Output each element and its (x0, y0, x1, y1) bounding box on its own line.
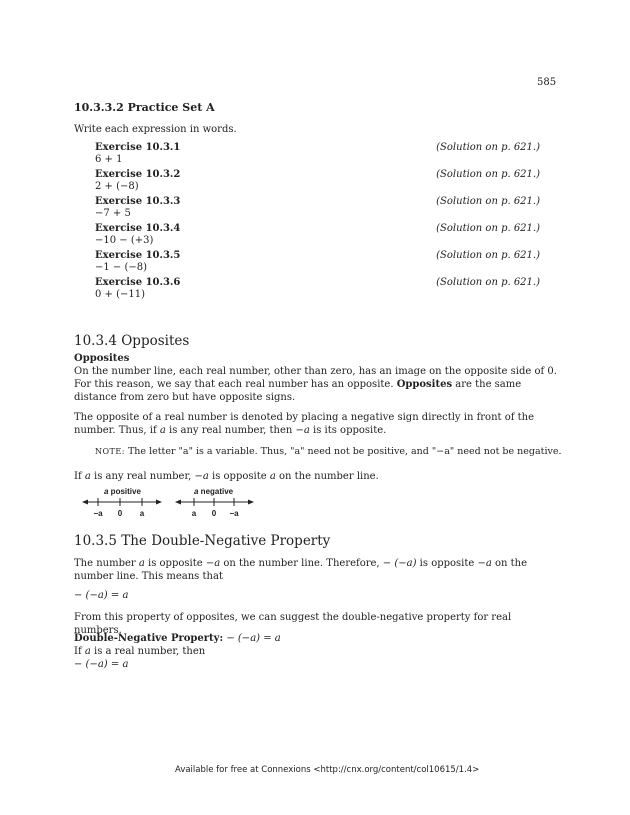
exercise-title: Exercise 10.3.3 (95, 196, 181, 207)
solution-link[interactable]: (Solution on p. 621.) (436, 223, 540, 234)
text-run: is opposite (208, 471, 270, 482)
practice-intro: Write each expression in words. (74, 124, 237, 135)
opposites-heading: 10.3.4 Opposites (74, 333, 190, 349)
exercise-item (95, 250, 540, 273)
exercise-expression: 0 + (−11) (95, 289, 146, 300)
variable: a (84, 646, 91, 657)
text-run: is its opposite. (309, 425, 387, 436)
text-run: If (74, 646, 85, 657)
variable: −a (295, 425, 310, 436)
tick-label: −a (93, 509, 103, 518)
term-opposites: Opposites (396, 379, 453, 390)
tick-label: 0 (117, 509, 123, 518)
text-run: is opposite (144, 558, 206, 569)
exercise-expression: 2 + (−8) (95, 181, 139, 192)
exercise-expression: 6 + 1 (95, 154, 123, 165)
footer-attribution: Available for free at Connexions <http://cnx.org/content/col10615/1.4> (175, 765, 480, 775)
tick-label: 0 (211, 509, 217, 518)
right-caption: a negative (194, 487, 234, 496)
right-axis-arrow-left (175, 500, 181, 505)
note-text: The letter "a" is a variable. Thus, "a" need not be positive, and "−a" need not be negative. (127, 446, 562, 457)
exercise-item (95, 277, 540, 300)
variable: −a (194, 471, 209, 482)
double-negative-property (74, 632, 559, 645)
property-expression: − (−a) = a (223, 633, 281, 644)
exercise-expression: −1 − (−8) (95, 262, 148, 273)
variable: −a (205, 558, 221, 569)
exercise-title: Exercise 10.3.5 (95, 250, 181, 261)
text-run: is any real number, (90, 471, 195, 482)
opposites-numberline-intro (74, 470, 559, 483)
text-run: If (74, 471, 85, 482)
text-run: is a real number, then (90, 646, 206, 657)
exercise-title: Exercise 10.3.1 (95, 142, 181, 153)
variable: a (159, 425, 166, 436)
text-run: is any real number, then (165, 425, 296, 436)
exercise-item (95, 223, 540, 246)
text-run: On the number line, each real number, other than zero, has an image on the opposite side of 0. For this reason, we say that each real number has an opposite. (74, 366, 557, 390)
opposites-definition (74, 365, 559, 404)
text-run: The number (74, 558, 139, 569)
note-label: NOTE: (95, 447, 125, 456)
exercise-expression: −10 − (+3) (95, 235, 154, 246)
practice-set-heading: 10.3.3.2 Practice Set A (74, 101, 215, 114)
left-caption: a positive (104, 487, 141, 496)
variable: a (84, 471, 91, 482)
tick-label: a (191, 509, 197, 518)
text-run: is opposite (416, 558, 478, 569)
left-axis-arrow-right (156, 500, 162, 505)
solution-link[interactable]: (Solution on p. 621.) (436, 277, 540, 288)
solution-link[interactable]: (Solution on p. 621.) (436, 169, 540, 180)
property-result: − (−a) = a (74, 659, 129, 670)
property-condition (74, 645, 559, 658)
exercise-item (95, 196, 540, 219)
opposites-notation (74, 411, 559, 437)
solution-link[interactable]: (Solution on p. 621.) (436, 142, 540, 153)
page-number: 585 (537, 77, 557, 88)
text-run: on the number line. (275, 471, 379, 482)
tick-label: −a (229, 509, 239, 518)
tick-label: a (139, 509, 145, 518)
double-negative-equation: − (−a) = a (74, 590, 129, 601)
double-negative-explanation (74, 557, 559, 583)
variable: a (269, 471, 276, 482)
text-run: on the number line. This means that (74, 558, 528, 582)
exercise-item (95, 142, 540, 165)
right-axis-arrow-right (248, 500, 254, 505)
variable: −a (477, 558, 492, 569)
expression: − (−a) (382, 558, 417, 569)
left-axis-arrow-left (82, 500, 88, 505)
exercise-item (95, 169, 540, 192)
text-run: are the same distance from zero but have opposite signs. (74, 379, 522, 403)
note (95, 446, 562, 457)
double-negative-heading: 10.3.5 The Double-Negative Property (74, 533, 331, 549)
exercise-expression: −7 + 5 (95, 208, 131, 219)
exercise-title: Exercise 10.3.2 (95, 169, 181, 180)
number-line-figure (82, 485, 282, 520)
text-run: on the number line. Therefore, (220, 558, 383, 569)
double-negative-suggestion: From this property of opposites, we can suggest the double-negative property for real numbers. (74, 612, 512, 636)
text-run: The opposite of a real number is denoted by placing a negative sign directly in front of the number. Thus, if (74, 412, 534, 436)
variable: a (138, 558, 145, 569)
property-label: Double-Negative Property: (74, 633, 224, 644)
opposites-subheading: Opposites (74, 353, 130, 364)
exercise-title: Exercise 10.3.4 (95, 223, 181, 234)
exercise-title: Exercise 10.3.6 (95, 277, 181, 288)
solution-link[interactable]: (Solution on p. 621.) (436, 250, 540, 261)
solution-link[interactable]: (Solution on p. 621.) (436, 196, 540, 207)
